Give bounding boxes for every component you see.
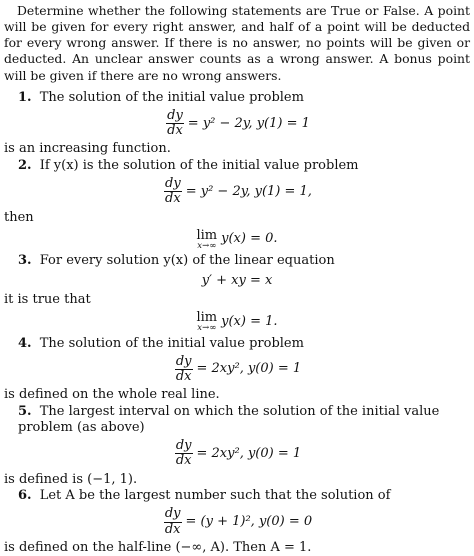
problem-5 <box>4 404 470 488</box>
problem-3 <box>4 253 470 332</box>
problem-2-limit <box>4 229 470 251</box>
problem-3-lead: For every solution y(x) of the linear equation <box>39 253 335 269</box>
problem-3-heading <box>4 253 470 269</box>
problem-1-conclusion: is an increasing function. <box>4 141 171 157</box>
problem-2-then: then <box>4 209 34 225</box>
problem-5-frac-den: dx <box>175 453 192 469</box>
problem-5-lead: The largest interval on which the solution of the initial value problem (as above) <box>18 403 440 435</box>
problem-6-lead: Let A be the largest number such that the solution of <box>39 488 391 503</box>
problem-2-expression: = y² − 2y, y(1) = 1, <box>185 183 312 199</box>
problem-6 <box>4 488 470 556</box>
problem-4-equation <box>4 355 470 385</box>
problem-2-lim-expression: y(x) = 0. <box>221 231 278 247</box>
problem-3-lim-operator <box>196 311 217 333</box>
problem-3-limit <box>4 311 470 333</box>
problem-3-number: 3. <box>18 253 32 269</box>
problem-6-equation <box>4 507 470 537</box>
problem-2-derivative <box>164 177 182 207</box>
problem-6-number: 6. <box>18 488 32 503</box>
problem-1-frac-num: dy <box>167 107 183 123</box>
problem-5-expression: = 2xy², y(0) = 1 <box>196 445 302 461</box>
problem-2-equation <box>4 177 470 207</box>
problem-3-lim-under: x→∞ <box>197 323 217 334</box>
problem-6-expression: = (y + 1)², y(0) = 0 <box>185 513 313 529</box>
problem-2-lead: If y(x) is the solution of the initial value problem <box>39 157 359 173</box>
problem-5-derivative <box>175 439 193 469</box>
problem-4 <box>4 336 470 404</box>
problem-5-equation <box>4 439 470 469</box>
problem-6-derivative <box>164 507 182 537</box>
problem-1-derivative <box>166 109 184 139</box>
problem-4-conclusion: is defined on the whole real line. <box>4 387 220 403</box>
problem-5-conclusion: is defined is (−1, 1). <box>4 471 138 487</box>
problem-3-equation <box>4 273 470 289</box>
instructions-paragraph: Determine whether the following statements are True or False. A point will be given for every right answer, and half of a point will be deducted for every wrong answer. If there is no answer, no points will be given or deducted. An unclear answer counts as a wrong answer. A bonus point will be given if there are no wrong answers. <box>4 3 470 83</box>
problem-4-lead: The solution of the initial value problem <box>39 335 304 351</box>
problem-6-heading <box>4 488 470 504</box>
problem-2-lim-operator <box>196 229 217 251</box>
problem-1-frac-den: dx <box>167 123 183 139</box>
problem-2-number: 2. <box>18 157 32 173</box>
problem-4-number: 4. <box>18 335 32 351</box>
problem-3-lim-expression: y(x) = 1. <box>221 313 278 329</box>
problem-5-heading <box>4 404 470 437</box>
problem-4-heading <box>4 336 470 352</box>
problem-5-number: 5. <box>18 403 32 419</box>
problem-6-conclusion: is defined on the half-line (−∞, A). Then A = 1. <box>4 539 312 555</box>
problem-4-frac-num: dy <box>175 353 192 369</box>
problem-6-frac-num: dy <box>164 506 181 522</box>
problem-2-heading <box>4 158 470 174</box>
problem-1-number: 1. <box>18 89 32 105</box>
problem-1-heading <box>4 90 470 106</box>
problem-1 <box>4 90 470 158</box>
problem-5-frac-num: dy <box>175 438 192 454</box>
problem-2 <box>4 158 470 251</box>
problem-2-lim-word: lim <box>196 227 218 243</box>
problem-6-frac-den: dx <box>164 521 181 537</box>
problem-3-linear-equation: y′ + xy = x <box>201 272 273 288</box>
problem-1-equation <box>4 109 470 139</box>
problem-4-frac-den: dx <box>175 369 192 385</box>
problem-4-derivative <box>175 355 193 385</box>
problem-3-then: it is true that <box>4 291 91 307</box>
problem-2-frac-den: dx <box>165 191 181 207</box>
problem-2-lim-under: x→∞ <box>197 240 217 251</box>
problem-1-expression: = y² − 2y, y(1) = 1 <box>187 115 310 131</box>
problem-4-expression: = 2xy², y(0) = 1 <box>196 361 302 377</box>
problem-3-lim-word: lim <box>196 310 218 326</box>
problem-2-frac-num: dy <box>165 175 181 191</box>
problem-1-lead: The solution of the initial value problem <box>39 89 304 105</box>
